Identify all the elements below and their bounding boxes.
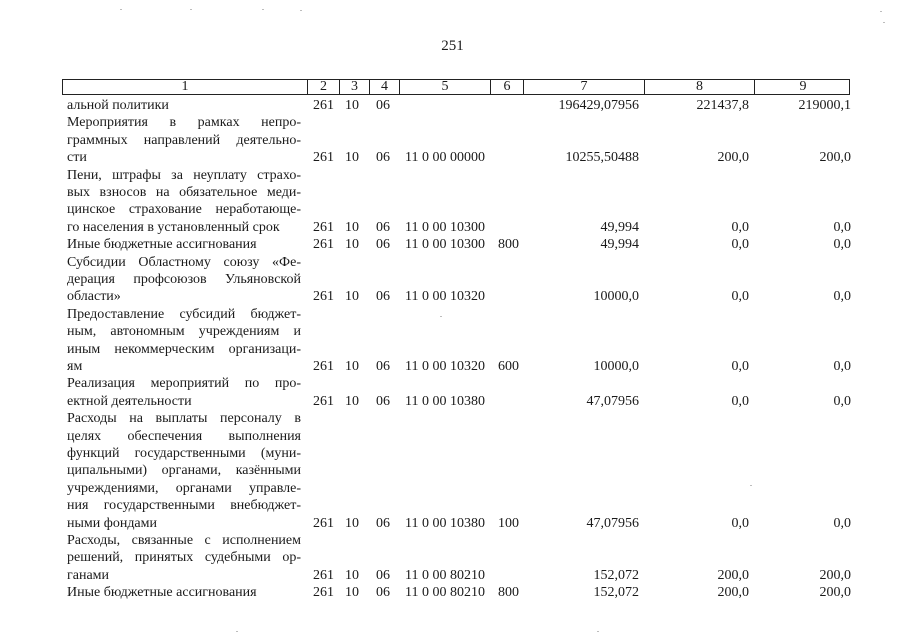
row-col-6: 100 — [498, 515, 519, 531]
scan-speck — [262, 9, 264, 10]
row-col-8: 0,0 — [731, 359, 749, 374]
row-col-3: 10 — [345, 289, 359, 305]
row-col-8: 0,0 — [731, 219, 749, 235]
row-col-8: 200,0 — [717, 585, 749, 601]
row-name-line: области» — [67, 289, 121, 305]
row-name-line: Расходы на выплаты персоналу в — [67, 411, 301, 427]
row-name-line: ципальными) органами, казёнными — [67, 463, 301, 479]
row-name-line: Реализация мероприятий по про- — [67, 376, 301, 392]
row-name-line: ганами — [67, 567, 110, 583]
scan-speck — [120, 9, 122, 10]
row-col-9: 0,0 — [833, 359, 851, 374]
row-col-8: 0,0 — [731, 393, 749, 409]
row-col-3: 10 — [345, 150, 359, 166]
row-col-2: 261 — [313, 219, 334, 235]
row-col-4: 06 — [376, 515, 390, 531]
row-col-5: 11 0 00 00000 — [405, 150, 485, 166]
row-col-2: 261 — [313, 98, 334, 113]
header-col-3: 3 — [339, 80, 369, 94]
row-name-line: ными фондами — [67, 515, 158, 531]
row-name-line: функций государственными (муни- — [67, 446, 301, 461]
row-col-4: 06 — [376, 219, 390, 235]
row-name-line: го населения в установленный срок — [67, 219, 280, 235]
row-col-8: 200,0 — [717, 567, 749, 583]
row-col-9: 0,0 — [833, 289, 851, 305]
row-name-line: Мероприятия в рамках непро- — [67, 115, 301, 131]
scan-speck — [190, 9, 192, 10]
row-col-4: 06 — [376, 359, 390, 374]
header-col-1: 1 — [181, 79, 189, 94]
row-name-line: ния государственными внебюджет- — [67, 498, 301, 514]
row-col-4: 06 — [376, 585, 390, 601]
row-name-line: целях обеспечения выполнения — [67, 428, 301, 444]
row-name-line: Субсидии Областному союзу «Фе- — [67, 254, 301, 270]
row-col-7: 47,07956 — [586, 393, 639, 409]
header-col-6: 6 — [490, 80, 523, 94]
row-name-line: ям — [67, 359, 83, 374]
row-col-9: 0,0 — [833, 219, 851, 235]
row-name-line: учреждениями, органами управле- — [67, 480, 301, 496]
row-col-3: 10 — [345, 393, 359, 409]
row-col-5: 11 0 00 10320 — [405, 359, 485, 374]
row-name-line: Предоставление субсидий бюджет- — [67, 306, 301, 322]
row-col-4: 06 — [376, 237, 390, 253]
row-col-2: 261 — [313, 150, 334, 166]
header-col-5: 5 — [399, 80, 490, 94]
row-col-7: 152,072 — [593, 585, 639, 601]
row-name-line: решений, принятых судебными ор- — [67, 550, 301, 566]
row-col-3: 10 — [345, 98, 359, 113]
row-col-9: 219000,1 — [798, 98, 851, 113]
row-col-4: 06 — [376, 98, 390, 113]
row-col-7: 196429,07956 — [558, 98, 639, 113]
row-col-5: 11 0 00 10320 — [405, 289, 485, 305]
row-col-8: 0,0 — [731, 289, 749, 305]
row-col-9: 0,0 — [833, 393, 851, 409]
scan-speck — [750, 485, 752, 486]
row-col-2: 261 — [313, 237, 334, 253]
row-col-5: 11 0 00 10380 — [405, 515, 485, 531]
scan-speck — [880, 11, 882, 12]
row-col-3: 10 — [345, 237, 359, 253]
row-name-line: иным некоммерческим организаци- — [67, 341, 301, 357]
scan-speck — [236, 631, 238, 632]
row-col-9: 200,0 — [819, 585, 851, 601]
row-name-line: альной политики — [67, 98, 169, 113]
row-col-6: 600 — [498, 359, 519, 374]
row-name-line: Расходы, связанные с исполнением — [67, 533, 301, 548]
scan-speck — [883, 22, 885, 23]
table-header — [62, 79, 850, 95]
row-col-4: 06 — [376, 150, 390, 166]
row-name-line: вых взносов на обязательное меди- — [67, 185, 301, 200]
row-col-4: 06 — [376, 289, 390, 305]
row-col-5: 11 0 00 10380 — [405, 393, 485, 409]
scan-speck — [300, 10, 302, 11]
row-col-4: 06 — [376, 567, 390, 583]
row-col-5: 11 0 00 80210 — [405, 585, 485, 601]
row-col-3: 10 — [345, 585, 359, 601]
page-number: 251 — [441, 38, 464, 54]
row-col-5: 11 0 00 80210 — [405, 567, 485, 583]
header-col-7: 7 — [523, 80, 644, 94]
row-col-9: 0,0 — [833, 237, 851, 253]
row-col-4: 06 — [376, 393, 390, 409]
row-col-7: 152,072 — [593, 567, 639, 583]
row-col-2: 261 — [313, 515, 334, 531]
row-name-line: ектной деятельности — [67, 393, 192, 409]
header-col-8: 8 — [644, 80, 754, 94]
row-col-2: 261 — [313, 585, 334, 601]
row-name-line: цинское страхование неработающе- — [67, 202, 301, 218]
row-col-3: 10 — [345, 219, 359, 235]
row-col-8: 221437,8 — [696, 98, 749, 113]
row-col-7: 10000,0 — [593, 289, 639, 305]
row-col-5: 11 0 00 10300 — [405, 219, 485, 235]
row-col-8: 0,0 — [731, 515, 749, 531]
row-name-line: Иные бюджетные ассигнования — [67, 237, 257, 253]
row-col-7: 10000,0 — [593, 359, 639, 374]
header-col-2: 2 — [307, 80, 339, 94]
row-name-line: ным, автономным учреждениям и — [67, 324, 301, 340]
row-col-7: 47,07956 — [586, 515, 639, 531]
row-col-9: 0,0 — [833, 515, 851, 531]
scan-speck — [597, 631, 599, 632]
row-col-9: 200,0 — [819, 567, 851, 583]
header-col-4: 4 — [369, 80, 399, 94]
row-col-2: 261 — [313, 393, 334, 409]
row-col-7: 49,994 — [600, 219, 639, 235]
row-col-6: 800 — [498, 237, 519, 253]
row-col-2: 261 — [313, 567, 334, 583]
row-name-line: Пени, штрафы за неуплату страхо- — [67, 167, 301, 183]
row-col-5: 11 0 00 10300 — [405, 237, 485, 253]
row-col-2: 261 — [313, 359, 334, 374]
row-col-3: 10 — [345, 359, 359, 374]
row-name-line: Иные бюджетные ассигнования — [67, 585, 257, 601]
row-col-2: 261 — [313, 289, 334, 305]
row-name-line: граммных направлений деятельно- — [67, 132, 301, 148]
row-name-line: сти — [67, 150, 87, 166]
row-name-line: дерация профсоюзов Ульяновской — [67, 272, 301, 287]
row-col-8: 0,0 — [731, 237, 749, 253]
header-col-9: 9 — [754, 80, 851, 94]
row-col-6: 800 — [498, 585, 519, 601]
row-col-7: 10255,50488 — [565, 150, 639, 166]
row-col-7: 49,994 — [600, 237, 639, 253]
row-col-3: 10 — [345, 567, 359, 583]
scan-speck — [440, 316, 442, 317]
row-col-8: 200,0 — [717, 150, 749, 166]
row-col-3: 10 — [345, 515, 359, 531]
row-col-9: 200,0 — [819, 150, 851, 166]
